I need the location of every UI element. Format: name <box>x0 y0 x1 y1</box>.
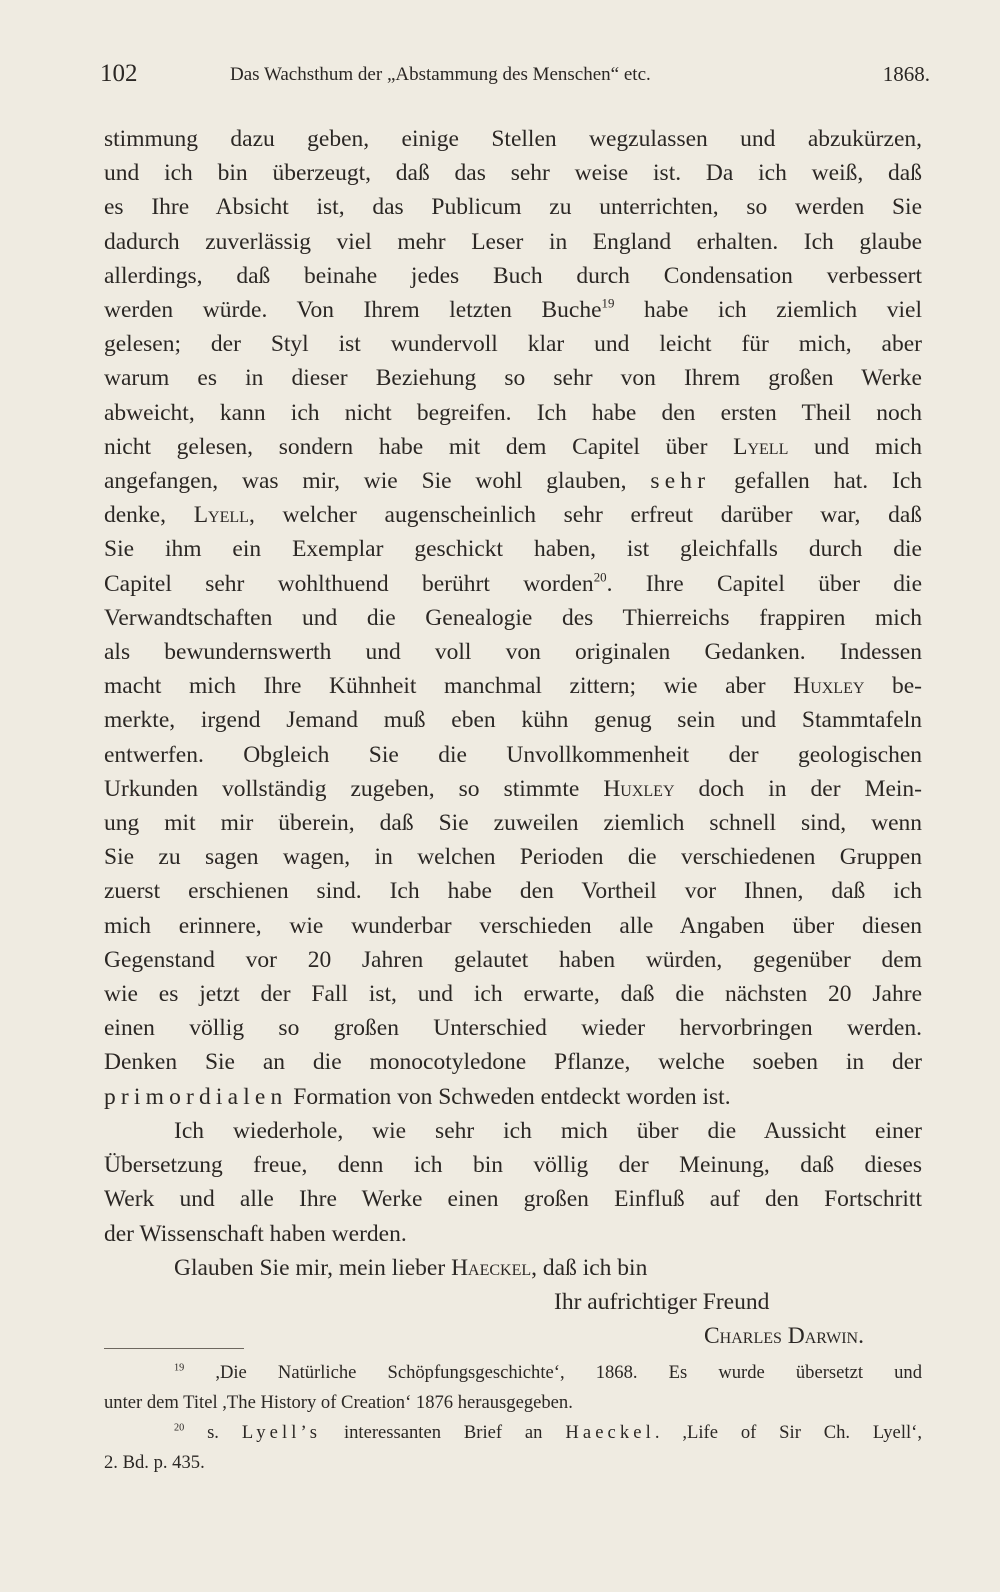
footnote-20: $^{20}$ s. Lyell’s interessanten Brief an Haeckel. ,Life of Sir Ch. Lyell‘, <box>174 1422 922 1443</box>
text-line: macht mich Ihre Kühnheit manchmal zittern; wie aber Huxley be- <box>104 673 923 700</box>
page-number: 102 <box>100 60 138 87</box>
text-line: Werk und alle Ihre Werke einen großen Einfluß auf den Fortschritt <box>104 1186 922 1213</box>
person-name: Lyell <box>193 502 249 529</box>
person-name: Haeckel <box>451 1254 532 1281</box>
text-line: Verwandtschaften und die Genealogie des Thierreichs frappiren mich <box>104 604 922 631</box>
text-line: wie es jetzt der Fall ist, und ich erwarte, daß die nächsten 20 Jahre <box>104 981 922 1008</box>
footnote-19: $^{19}$ ,Die Natürliche Schöpfungsgeschichte‘, 1868. Es wurde übersetzt und <box>174 1362 922 1383</box>
text-line: stimmung dazu geben, einige Stellen wegzulassen und abzukürzen, <box>104 126 922 152</box>
text-line: merkte, irgend Jemand muß eben kühn genug sein und Stammtafeln <box>104 707 922 734</box>
text-line: allerdings, daß beinahe jedes Buch durch Condensation verbessert <box>104 262 922 289</box>
person-name: Huxley <box>603 775 675 802</box>
text-line: Sie zu sagen wagen, in welchen Perioden die verschiedenen Gruppen <box>104 844 922 871</box>
text-line: werden würde. Von Ihrem letzten Buche$^{19}$ habe ich ziemlich viel <box>104 295 922 324</box>
text-line: ung mit mir überein, daß Sie zuweilen ziemlich schnell sind, wenn <box>104 810 922 837</box>
person-name: Huxley <box>793 673 865 700</box>
text-line: entwerfen. Obgleich Sie die Unvollkommenheit der geologischen <box>104 741 922 768</box>
person-name: Lyell <box>733 433 789 460</box>
footnote-20-cont: 2. Bd. p. 435. <box>104 1452 205 1473</box>
footnotes <box>104 1358 922 1478</box>
text-line: Capitel sehr wohlthuend berührt worden$^{20}$. Ihre Capitel über die <box>104 568 922 597</box>
text-line: einen völlig so großen Unterschied wieder hervorbringen werden. <box>104 1015 922 1042</box>
text-line: primordialen Formation von Schweden entdeckt worden ist. <box>104 1083 731 1110</box>
letter-text <box>104 122 922 1353</box>
text-line: mich erinnere, wie wunderbar verschieden alle Angaben über diesen <box>104 912 922 939</box>
text-line: Gegenstand vor 20 Jahren gelautet haben würden, gegenüber dem <box>104 946 922 973</box>
text-line: Sie ihm ein Exemplar geschickt haben, ist gleichfalls durch die <box>104 536 922 563</box>
page-header <box>100 60 930 96</box>
text-line: dadurch zuverlässig viel mehr Leser in England erhalten. Ich glaube <box>104 228 922 255</box>
closing-line: Glauben Sie mir, mein lieber Haeckel, daß ich bin <box>174 1254 648 1281</box>
text-line: es Ihre Absicht ist, das Publicum zu unterrichten, so werden Sie <box>104 194 922 221</box>
text-line: abweicht, kann ich nicht begreifen. Ich habe den ersten Theil noch <box>104 399 922 426</box>
footnote-rule <box>104 1348 244 1349</box>
emphasis: sehr <box>650 468 711 495</box>
footnote-19-cont: unter dem Titel ,The History of Creation‘ 1876 herausgegeben. <box>104 1392 573 1413</box>
text-line: angefangen, was mir, wie Sie wohl glauben, sehr gefallen hat. Ich <box>104 468 923 495</box>
emphasis: primordialen <box>104 1083 288 1110</box>
text-line: Ich wiederhole, wie sehr ich mich über die Aussicht einer <box>174 1117 922 1144</box>
running-title: Das Wachsthum der „Abstammung des Menschen“ etc. <box>230 64 651 85</box>
closing-line: Ihr aufrichtiger Freund <box>554 1288 770 1315</box>
text-line: denke, Lyell, welcher augenscheinlich sehr erfreut darüber war, daß <box>104 502 923 529</box>
text-line: nicht gelesen, sondern habe mit dem Capitel über Lyell und mich <box>104 433 922 460</box>
text-line: Urkunden vollständig zugeben, so stimmte Huxley doch in der Mein- <box>104 775 923 802</box>
footnote-ref: 19 <box>601 295 615 311</box>
text-line: Denken Sie an die monocotyledone Pflanze, welche soeben in der <box>104 1049 922 1076</box>
text-line: als bewundernswerth und voll von originalen Gedanken. Indessen <box>104 639 922 666</box>
footnote-ref: 20 <box>593 568 607 584</box>
text-line: zuerst erschienen sind. Ich habe den Vortheil vor Ihnen, daß ich <box>104 878 922 905</box>
header-year: 1868. <box>882 62 930 86</box>
signature: Charles Darwin. <box>704 1323 864 1350</box>
text-line: der Wissenschaft haben werden. <box>104 1220 407 1247</box>
text-line: gelesen; der Styl ist wundervoll klar und leicht für mich, aber <box>104 331 922 358</box>
text-line: und ich bin überzeugt, daß das sehr weise ist. Da ich weiß, daß <box>104 160 922 187</box>
text-line: Übersetzung freue, denn ich bin völlig der Meinung, daß dieses <box>104 1152 922 1179</box>
text-line: warum es in dieser Beziehung so sehr von Ihrem großen Werke <box>104 365 922 392</box>
